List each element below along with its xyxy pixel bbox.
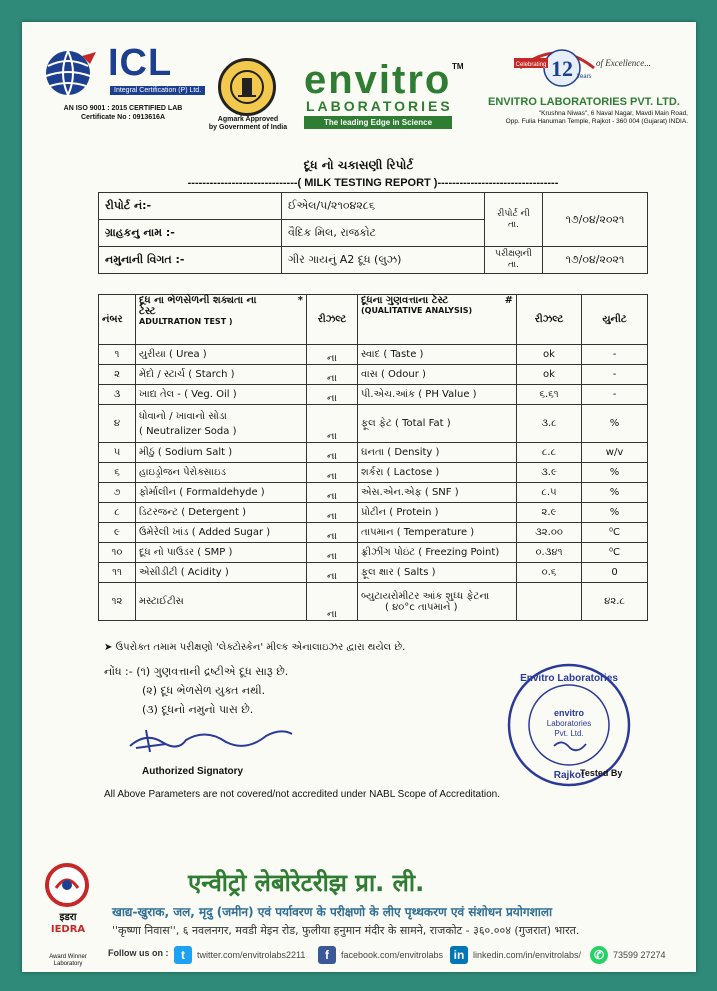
customer-value: વૈદિક મિલ, રાજકોટ bbox=[282, 220, 485, 247]
whatsapp-link[interactable]: ✆ 73599 27274 bbox=[590, 946, 666, 964]
row-number: ૪ bbox=[99, 405, 136, 443]
table-row bbox=[99, 345, 648, 365]
svg-text:Envitro Laboratories: Envitro Laboratories bbox=[520, 673, 618, 684]
svg-text:Rajkot: Rajkot bbox=[553, 770, 585, 781]
footer-address: ''कृष्णा निवास'', ६ नवलनगर, मवडी मेइन रोड, फुलीया हनुमान मंदीर के सामने, राजकोट - ३६०.००४ (गुजरात) भारत. bbox=[112, 924, 580, 937]
quality-test: એસ.એન.એફ ( SNF ) bbox=[358, 483, 517, 503]
quality-result: ૩૨.૦૦ bbox=[517, 523, 582, 543]
unit: - bbox=[582, 385, 648, 405]
adulteration-test: ડિટરજન્ટ ( Detergent ) bbox=[136, 503, 307, 523]
svg-text:Pvt. Ltd.: Pvt. Ltd. bbox=[554, 729, 584, 738]
quality-result: ૦.૩૪૧ bbox=[517, 543, 582, 563]
quality-result bbox=[517, 583, 582, 621]
quality-test: વાસ ( Odour ) bbox=[358, 365, 517, 385]
table-row bbox=[99, 483, 648, 503]
authorized-signatory: Authorized Signatory bbox=[142, 766, 244, 777]
table-row bbox=[99, 405, 648, 443]
header-adulteration: દૂધ ના ભેળસેળની શક્યતા ના ટેસ્ટ * ADULTRATION TEST ) bbox=[136, 295, 307, 345]
svg-text:envitro: envitro bbox=[553, 708, 585, 718]
iedra-logo-icon bbox=[44, 862, 90, 908]
quality-test: ફૂલ ક્ષાર ( Salts ) bbox=[358, 563, 517, 583]
twelve-years-badge-icon bbox=[512, 44, 602, 92]
table-row bbox=[99, 563, 648, 583]
envitro-laboratories: LABORATORIES bbox=[306, 98, 453, 114]
twitter-link[interactable]: t twitter.com/envitrolabs2211 bbox=[174, 946, 305, 964]
linkedin-link[interactable]: in linkedin.com/in/envitrolabs/ bbox=[450, 946, 581, 964]
remarks: નોંધ :- (૧) ગુણવત્તાની દ્રષ્ટીએ દૂધ સારૂ છે. (૨) દૂધ ભેળસેળ યુક્ત નથી. (૩) દૂધનો નમુનો પાસ છે. bbox=[104, 665, 289, 716]
table-row bbox=[99, 503, 648, 523]
agmark-caption: Agmark Approved by Government of India bbox=[208, 116, 288, 131]
quality-test: શર્કરા ( Lactose ) bbox=[358, 463, 517, 483]
test-date-label: પરીક્ષણની તા. bbox=[485, 247, 543, 274]
adulteration-result: ના bbox=[307, 583, 358, 621]
row-number: ૧૦ bbox=[99, 543, 136, 563]
adulteration-test: હાઇડ્રોજન પેરોક્સાઇડ bbox=[136, 463, 307, 483]
table-row bbox=[99, 583, 648, 621]
adulteration-result: ના bbox=[307, 443, 358, 463]
unit: % bbox=[582, 503, 648, 523]
adulteration-test: ધોવાનો / ખાવાનો સોડા ( Neutralizer Soda ) bbox=[136, 405, 307, 443]
adulteration-test: ખાદ્ય તેલ - ( Veg. Oil ) bbox=[136, 385, 307, 405]
nabl-disclaimer: All Above Parameters are not covered/not accredited under NABL Scope of Accreditation. bbox=[104, 789, 500, 800]
tested-by: Tested By bbox=[580, 768, 623, 778]
quality-result: ૩.૯ bbox=[517, 463, 582, 483]
footer-services: खाद्य-खुराक, जल, मृदु (जमीन) एवं पर्यावरण के परीक्षणो के लीए पृथ्थकरण एवं संशोधन प्रयोगशाला bbox=[112, 905, 553, 919]
unit: ⁰C bbox=[582, 543, 648, 563]
svg-text:Laboratories: Laboratories bbox=[546, 719, 592, 728]
row-number: ૭ bbox=[99, 483, 136, 503]
table-row bbox=[99, 385, 648, 405]
quality-result: ૨.૯ bbox=[517, 503, 582, 523]
adulteration-test: મસ્ટાઈટીસ bbox=[136, 583, 307, 621]
unit: % bbox=[582, 483, 648, 503]
adulteration-test: દૂધ નો પાઉડર ( SMP ) bbox=[136, 543, 307, 563]
adulteration-result: ના bbox=[307, 365, 358, 385]
adulteration-result: ના bbox=[307, 523, 358, 543]
envitro-wordmark: envitro bbox=[304, 58, 452, 102]
unit: - bbox=[582, 365, 648, 385]
footer-company-name: एन्वीट्रो लेबोरेटरीझ प्रा. ली. bbox=[188, 869, 425, 897]
quality-test: તાપમાન ( Temperature ) bbox=[358, 523, 517, 543]
report-no-label: રીપોર્ટ નં:- bbox=[99, 193, 282, 220]
adulteration-result: ના bbox=[307, 483, 358, 503]
row-number: ૬ bbox=[99, 463, 136, 483]
adulteration-test: ઉમેરેલી ખાંડ ( Added Sugar ) bbox=[136, 523, 307, 543]
table-row bbox=[99, 443, 648, 463]
unit: 0 bbox=[582, 563, 648, 583]
row-number: ૮ bbox=[99, 503, 136, 523]
company-address: "Krushna Niwas", 6 Naval Nagar, Mavdi Main Road, Opp. Fulia Hanuman Temple, Rajkot - 360 004 (Gujarat) INDIA. bbox=[505, 110, 688, 125]
company-name: ENVITRO LABORATORIES PVT. LTD. bbox=[488, 96, 680, 108]
badge-celebrating: Celebrating bbox=[515, 62, 547, 68]
header-result-1: રીઝલ્ટ bbox=[307, 295, 358, 345]
quality-result: ok bbox=[517, 345, 582, 365]
icl-subtitle: Integral Certification (P) Ltd. bbox=[110, 86, 205, 95]
header-unit: યુનીટ bbox=[582, 295, 648, 345]
facebook-link[interactable]: f facebook.com/envitrolabs bbox=[318, 946, 443, 964]
report-info-table bbox=[98, 192, 648, 274]
quality-test: પી.એચ.આંક ( PH Value ) bbox=[358, 385, 517, 405]
adulteration-result: ના bbox=[307, 463, 358, 483]
report-no-value: ઈએલ/૫/૨૧૦૪૨૮૬ bbox=[282, 193, 485, 220]
trademark-mark: TM bbox=[452, 62, 464, 71]
envitro-tagline: The leading Edge in Science bbox=[304, 116, 452, 129]
unit: % bbox=[582, 463, 648, 483]
customer-label: ગ્રાહકનુ નામ :- bbox=[99, 220, 282, 247]
linkedin-icon: in bbox=[450, 946, 468, 964]
quality-test: પ્રોટીન ( Protein ) bbox=[358, 503, 517, 523]
milk-test-table bbox=[98, 294, 648, 621]
unit: w/v bbox=[582, 443, 648, 463]
quality-result: ૩.૮ bbox=[517, 405, 582, 443]
row-number: ૩ bbox=[99, 385, 136, 405]
follow-us-label: Follow us on : bbox=[108, 948, 169, 958]
adulteration-result: ના bbox=[307, 563, 358, 583]
adulteration-result: ના bbox=[307, 345, 358, 365]
unit: - bbox=[582, 345, 648, 365]
adulteration-result: ના bbox=[307, 503, 358, 523]
sample-label: નમુનાની વિગત :- bbox=[99, 247, 282, 274]
excellence-text: of Excellence... bbox=[596, 58, 651, 68]
quality-test: સ્વાદ ( Taste ) bbox=[358, 345, 517, 365]
header-number: નંબર bbox=[99, 295, 136, 345]
quality-test: ફ્રીઝીંગ પોઇંટ ( Freezing Point) bbox=[358, 543, 517, 563]
row-number: ૧ bbox=[99, 345, 136, 365]
adulteration-test: એસીડીટી ( Acidity ) bbox=[136, 563, 307, 583]
report-title-english: ------------------------------( MILK TESTING REPORT )--------------------------------- bbox=[187, 177, 559, 189]
adulteration-result: ના bbox=[307, 543, 358, 563]
quality-result: ok bbox=[517, 365, 582, 385]
twitter-icon: t bbox=[174, 946, 192, 964]
iedra-label: इडरा IEDRA bbox=[50, 912, 86, 935]
unit: ⁰C bbox=[582, 523, 648, 543]
quality-result: ૦.૬ bbox=[517, 563, 582, 583]
agmark-emblem-icon bbox=[226, 66, 268, 108]
quality-test: બ્યુટાયરોમીટર આંક શુધ્ધ ફેટના ( ૪૦°c તાપમાને ) bbox=[358, 583, 517, 621]
quality-test: ઘનતા ( Density ) bbox=[358, 443, 517, 463]
adulteration-result: ના bbox=[307, 385, 358, 405]
icl-wordmark: ICL bbox=[108, 42, 173, 84]
adulteration-test: ફોર્માલીન ( Formaldehyde ) bbox=[136, 483, 307, 503]
report-date-value: ૧૭/૦૪/૨૦૨૧ bbox=[543, 193, 648, 247]
quality-test: ફૂલ ફેટ ( Total Fat ) bbox=[358, 405, 517, 443]
row-number: ૧૧ bbox=[99, 563, 136, 583]
award-caption: Award Winner Laboratory bbox=[49, 954, 87, 967]
icl-certification: AN ISO 9001 : 2015 CERTIFIED LAB Certificate No : 0913616A bbox=[63, 105, 183, 121]
adulteration-test: યુરીયા ( Urea ) bbox=[136, 345, 307, 365]
report-title-gujarati: દૂધ નો ચકાસણી રિપોર્ટ bbox=[303, 158, 414, 172]
facebook-icon: f bbox=[318, 946, 336, 964]
row-number: ૯ bbox=[99, 523, 136, 543]
table-row bbox=[99, 523, 648, 543]
row-number: ૫ bbox=[99, 443, 136, 463]
test-date-value: ૧૭/૦૪/૨૦૨૧ bbox=[543, 247, 648, 274]
unit: ૪૨.૮ bbox=[582, 583, 648, 621]
report-date-label: રીપોર્ટ ની તા. bbox=[485, 193, 543, 247]
header-quality: દૂધના ગુણવત્તાના ટેસ્ટ # (QUALITATIVE ANALYSIS) bbox=[358, 295, 517, 345]
row-number: ૧૨ bbox=[99, 583, 136, 621]
quality-result: ૬.૬૧ bbox=[517, 385, 582, 405]
quality-result: ૮.૫ bbox=[517, 483, 582, 503]
header-result-2: રીઝલ્ટ bbox=[517, 295, 582, 345]
adulteration-test: મેંદો / સ્ટાર્ચ ( Starch ) bbox=[136, 365, 307, 385]
analyzer-note: ➤ ઉપરોક્ત તમામ પરીક્ષણો 'લેક્ટોસ્કેન' મીલ્ક એનાલાઇઝર દ્વારા થયેલ છે. bbox=[104, 642, 406, 653]
sample-value: ગીર ગાયનું A2 દૂધ (લુઝ) bbox=[282, 247, 485, 274]
icl-globe-icon bbox=[38, 46, 104, 100]
quality-result: ૮.૮ bbox=[517, 443, 582, 463]
badge-years: Years bbox=[576, 74, 592, 80]
table-row bbox=[99, 543, 648, 563]
whatsapp-icon: ✆ bbox=[590, 946, 608, 964]
adulteration-result: ના bbox=[307, 405, 358, 443]
table-row bbox=[99, 463, 648, 483]
badge-number: 12 bbox=[551, 56, 573, 81]
signature-image bbox=[126, 722, 296, 756]
row-number: ૨ bbox=[99, 365, 136, 385]
unit: % bbox=[582, 405, 648, 443]
table-row bbox=[99, 365, 648, 385]
adulteration-test: મીઠું ( Sodium Salt ) bbox=[136, 443, 307, 463]
